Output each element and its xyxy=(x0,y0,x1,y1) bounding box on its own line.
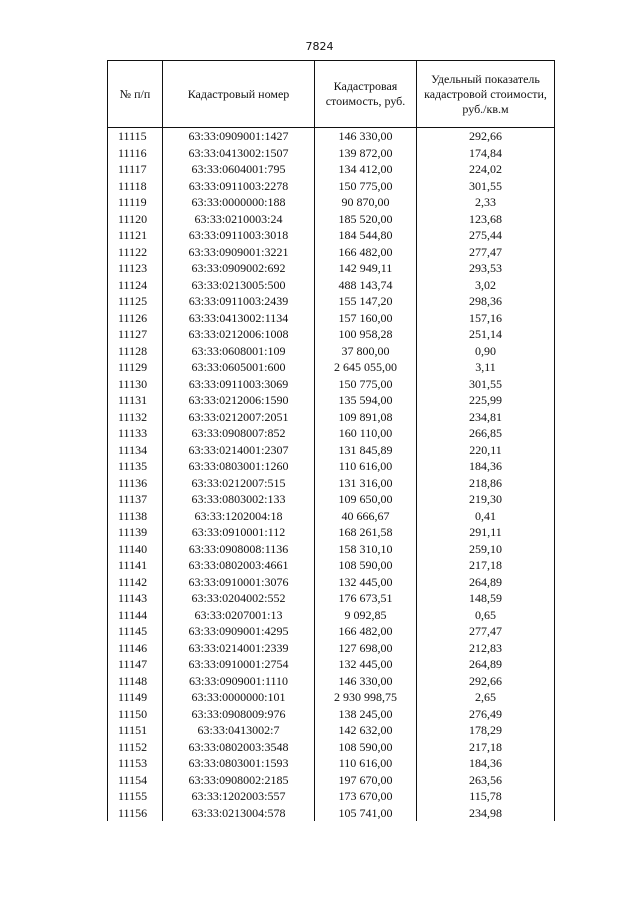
cadastral-value: 105 741,00 xyxy=(315,805,417,822)
row-number: 11117 xyxy=(108,161,163,178)
specific-value: 298,36 xyxy=(417,293,555,310)
table-row xyxy=(108,310,555,327)
table-row xyxy=(108,161,555,178)
cadastral-number: 63:33:0908008:1136 xyxy=(163,541,315,558)
cadastral-value: 146 330,00 xyxy=(315,673,417,690)
cadastral-number: 63:33:0207001:13 xyxy=(163,607,315,624)
cadastral-number: 63:33:0910001:3076 xyxy=(163,574,315,591)
row-number: 11128 xyxy=(108,343,163,360)
table-row xyxy=(108,541,555,558)
cadastral-value: 90 870,00 xyxy=(315,194,417,211)
specific-value: 263,56 xyxy=(417,772,555,789)
cadastral-value: 135 594,00 xyxy=(315,392,417,409)
row-number: 11147 xyxy=(108,656,163,673)
table-row xyxy=(108,755,555,772)
row-number: 11131 xyxy=(108,392,163,409)
table-row xyxy=(108,508,555,525)
cadastral-number: 63:33:0908007:852 xyxy=(163,425,315,442)
table-row xyxy=(108,673,555,690)
table-row xyxy=(108,706,555,723)
cadastral-number: 63:33:0213004:578 xyxy=(163,805,315,822)
row-number: 11154 xyxy=(108,772,163,789)
cadastral-value: 100 958,28 xyxy=(315,326,417,343)
cadastral-number: 63:33:0608001:109 xyxy=(163,343,315,360)
row-number: 11121 xyxy=(108,227,163,244)
table-row xyxy=(108,194,555,211)
row-number: 11134 xyxy=(108,442,163,459)
table-row xyxy=(108,409,555,426)
cadastral-number: 63:33:1202003:557 xyxy=(163,788,315,805)
table-row xyxy=(108,244,555,261)
row-number: 11125 xyxy=(108,293,163,310)
table-row xyxy=(108,557,555,574)
table-row xyxy=(108,689,555,706)
table-row xyxy=(108,458,555,475)
cadastral-value: 185 520,00 xyxy=(315,211,417,228)
cadastral-number: 63:33:0212006:1008 xyxy=(163,326,315,343)
table-row xyxy=(108,475,555,492)
cadastral-number: 63:33:0210003:24 xyxy=(163,211,315,228)
cadastral-number: 63:33:0803001:1593 xyxy=(163,755,315,772)
cadastral-number: 63:33:0204002:552 xyxy=(163,590,315,607)
cadastral-value: 40 666,67 xyxy=(315,508,417,525)
row-number: 11133 xyxy=(108,425,163,442)
cadastral-value: 146 330,00 xyxy=(315,128,417,145)
cadastral-number: 63:33:0909002:692 xyxy=(163,260,315,277)
specific-value: 217,18 xyxy=(417,739,555,756)
table-row xyxy=(108,376,555,393)
specific-value: 234,81 xyxy=(417,409,555,426)
cadastral-number: 63:33:0909001:3221 xyxy=(163,244,315,261)
row-number: 11126 xyxy=(108,310,163,327)
table-row xyxy=(108,722,555,739)
cadastral-value: 166 482,00 xyxy=(315,244,417,261)
specific-value: 292,66 xyxy=(417,128,555,145)
cadastral-number: 63:33:0604001:795 xyxy=(163,161,315,178)
cadastral-value: 9 092,85 xyxy=(315,607,417,624)
row-number: 11146 xyxy=(108,640,163,657)
specific-value: 291,11 xyxy=(417,524,555,541)
cadastral-number: 63:33:1202004:18 xyxy=(163,508,315,525)
cadastral-value: 132 445,00 xyxy=(315,574,417,591)
row-number: 11115 xyxy=(108,128,163,145)
specific-value: 276,49 xyxy=(417,706,555,723)
specific-value: 219,30 xyxy=(417,491,555,508)
specific-value: 0,41 xyxy=(417,508,555,525)
cadastral-number: 63:33:0802003:4661 xyxy=(163,557,315,574)
table-body xyxy=(108,128,555,822)
cadastral-number: 63:33:0910001:112 xyxy=(163,524,315,541)
cadastral-number: 63:33:0605001:600 xyxy=(163,359,315,376)
specific-value: 292,66 xyxy=(417,673,555,690)
table-row xyxy=(108,788,555,805)
table-row xyxy=(108,277,555,294)
cadastral-value: 127 698,00 xyxy=(315,640,417,657)
cadastral-value: 37 800,00 xyxy=(315,343,417,360)
cadastral-value: 110 616,00 xyxy=(315,458,417,475)
table-row xyxy=(108,574,555,591)
specific-value: 184,36 xyxy=(417,458,555,475)
row-number: 11122 xyxy=(108,244,163,261)
header-cadastral-value: Кадастровая стоимость, руб. xyxy=(315,61,417,128)
row-number: 11116 xyxy=(108,145,163,162)
cadastral-value: 139 872,00 xyxy=(315,145,417,162)
table-header xyxy=(108,61,555,128)
cadastral-value: 488 143,74 xyxy=(315,277,417,294)
row-number: 11153 xyxy=(108,755,163,772)
table-row xyxy=(108,590,555,607)
specific-value: 178,29 xyxy=(417,722,555,739)
table-row xyxy=(108,343,555,360)
cadastral-value: 2 645 055,00 xyxy=(315,359,417,376)
specific-value: 3,02 xyxy=(417,277,555,294)
table-row xyxy=(108,392,555,409)
specific-value: 277,47 xyxy=(417,244,555,261)
cadastral-value: 142 632,00 xyxy=(315,722,417,739)
specific-value: 174,84 xyxy=(417,145,555,162)
table-row xyxy=(108,491,555,508)
table-row xyxy=(108,805,555,822)
cadastral-value: 184 544,80 xyxy=(315,227,417,244)
cadastral-number: 63:33:0909001:1110 xyxy=(163,673,315,690)
cadastral-number: 63:33:0214001:2307 xyxy=(163,442,315,459)
specific-value: 266,85 xyxy=(417,425,555,442)
header-cadastral-number: Кадастровый номер xyxy=(163,61,315,128)
cadastral-value: 108 590,00 xyxy=(315,557,417,574)
row-number: 11123 xyxy=(108,260,163,277)
row-number: 11142 xyxy=(108,574,163,591)
row-number: 11124 xyxy=(108,277,163,294)
row-number: 11119 xyxy=(108,194,163,211)
cadastral-value: 142 949,11 xyxy=(315,260,417,277)
row-number: 11135 xyxy=(108,458,163,475)
cadastral-value: 158 310,10 xyxy=(315,541,417,558)
cadastral-value: 138 245,00 xyxy=(315,706,417,723)
table-row xyxy=(108,656,555,673)
cadastral-number: 63:33:0214001:2339 xyxy=(163,640,315,657)
specific-value: 218,86 xyxy=(417,475,555,492)
row-number: 11137 xyxy=(108,491,163,508)
table-row xyxy=(108,326,555,343)
table-row xyxy=(108,442,555,459)
header-row xyxy=(108,61,555,128)
specific-value: 0,65 xyxy=(417,607,555,624)
row-number: 11139 xyxy=(108,524,163,541)
table-row xyxy=(108,640,555,657)
cadastral-number: 63:33:0911003:2278 xyxy=(163,178,315,195)
row-number: 11140 xyxy=(108,541,163,558)
row-number: 11141 xyxy=(108,557,163,574)
specific-value: 251,14 xyxy=(417,326,555,343)
cadastral-number: 63:33:0909001:4295 xyxy=(163,623,315,640)
specific-value: 225,99 xyxy=(417,392,555,409)
specific-value: 0,90 xyxy=(417,343,555,360)
cadastral-value: 131 316,00 xyxy=(315,475,417,492)
cadastral-value: 108 590,00 xyxy=(315,739,417,756)
cadastral-value: 131 845,89 xyxy=(315,442,417,459)
row-number: 11151 xyxy=(108,722,163,739)
page-number: 7824 xyxy=(305,40,334,53)
cadastral-number: 63:33:0213005:500 xyxy=(163,277,315,294)
row-number: 11120 xyxy=(108,211,163,228)
cadastral-value: 150 775,00 xyxy=(315,178,417,195)
table-row xyxy=(108,772,555,789)
specific-value: 220,11 xyxy=(417,442,555,459)
header-num: № п/п xyxy=(108,61,163,128)
table-row xyxy=(108,211,555,228)
cadastral-value: 109 891,08 xyxy=(315,409,417,426)
cadastral-value: 150 775,00 xyxy=(315,376,417,393)
cadastral-table xyxy=(107,60,555,821)
cadastral-number: 63:33:0413002:1507 xyxy=(163,145,315,162)
cadastral-value: 132 445,00 xyxy=(315,656,417,673)
row-number: 11136 xyxy=(108,475,163,492)
cadastral-number: 63:33:0908009:976 xyxy=(163,706,315,723)
table-row xyxy=(108,607,555,624)
specific-value: 2,65 xyxy=(417,689,555,706)
row-number: 11143 xyxy=(108,590,163,607)
cadastral-number: 63:33:0000000:188 xyxy=(163,194,315,211)
specific-value: 115,78 xyxy=(417,788,555,805)
row-number: 11144 xyxy=(108,607,163,624)
table-row xyxy=(108,623,555,640)
table-row xyxy=(108,128,555,145)
cadastral-value: 157 160,00 xyxy=(315,310,417,327)
specific-value: 2,33 xyxy=(417,194,555,211)
table-row xyxy=(108,425,555,442)
specific-value: 157,16 xyxy=(417,310,555,327)
cadastral-value: 176 673,51 xyxy=(315,590,417,607)
cadastral-number: 63:33:0413002:1134 xyxy=(163,310,315,327)
specific-value: 301,55 xyxy=(417,376,555,393)
cadastral-value: 168 261,58 xyxy=(315,524,417,541)
row-number: 11129 xyxy=(108,359,163,376)
specific-value: 3,11 xyxy=(417,359,555,376)
header-specific-value: Удельный показатель кадастровой стоимости, руб./кв.м xyxy=(417,61,555,128)
cadastral-number: 63:33:0908002:2185 xyxy=(163,772,315,789)
cadastral-value: 173 670,00 xyxy=(315,788,417,805)
specific-value: 293,53 xyxy=(417,260,555,277)
cadastral-value: 155 147,20 xyxy=(315,293,417,310)
cadastral-number: 63:33:0911003:3018 xyxy=(163,227,315,244)
table-row xyxy=(108,227,555,244)
specific-value: 212,83 xyxy=(417,640,555,657)
table-row xyxy=(108,524,555,541)
row-number: 11149 xyxy=(108,689,163,706)
table-row xyxy=(108,359,555,376)
cadastral-value: 2 930 998,75 xyxy=(315,689,417,706)
cadastral-number: 63:33:0212006:1590 xyxy=(163,392,315,409)
cadastral-value: 134 412,00 xyxy=(315,161,417,178)
row-number: 11145 xyxy=(108,623,163,640)
row-number: 11132 xyxy=(108,409,163,426)
specific-value: 234,98 xyxy=(417,805,555,822)
specific-value: 264,89 xyxy=(417,656,555,673)
cadastral-number: 63:33:0212007:515 xyxy=(163,475,315,492)
table-row xyxy=(108,145,555,162)
specific-value: 184,36 xyxy=(417,755,555,772)
specific-value: 264,89 xyxy=(417,574,555,591)
row-number: 11155 xyxy=(108,788,163,805)
table-row xyxy=(108,260,555,277)
row-number: 11130 xyxy=(108,376,163,393)
specific-value: 301,55 xyxy=(417,178,555,195)
specific-value: 259,10 xyxy=(417,541,555,558)
row-number: 11127 xyxy=(108,326,163,343)
row-number: 11156 xyxy=(108,805,163,822)
row-number: 11118 xyxy=(108,178,163,195)
row-number: 11138 xyxy=(108,508,163,525)
cadastral-value: 109 650,00 xyxy=(315,491,417,508)
row-number: 11152 xyxy=(108,739,163,756)
specific-value: 123,68 xyxy=(417,211,555,228)
cadastral-number: 63:33:0803001:1260 xyxy=(163,458,315,475)
cadastral-number: 63:33:0413002:7 xyxy=(163,722,315,739)
specific-value: 148,59 xyxy=(417,590,555,607)
cadastral-number: 63:33:0000000:101 xyxy=(163,689,315,706)
cadastral-value: 166 482,00 xyxy=(315,623,417,640)
cadastral-number: 63:33:0911003:2439 xyxy=(163,293,315,310)
row-number: 11150 xyxy=(108,706,163,723)
cadastral-number: 63:33:0212007:2051 xyxy=(163,409,315,426)
row-number: 11148 xyxy=(108,673,163,690)
cadastral-number: 63:33:0803002:133 xyxy=(163,491,315,508)
specific-value: 217,18 xyxy=(417,557,555,574)
table-row xyxy=(108,293,555,310)
specific-value: 277,47 xyxy=(417,623,555,640)
table-row xyxy=(108,178,555,195)
specific-value: 224,02 xyxy=(417,161,555,178)
cadastral-number: 63:33:0910001:2754 xyxy=(163,656,315,673)
table-row xyxy=(108,739,555,756)
cadastral-value: 160 110,00 xyxy=(315,425,417,442)
cadastral-value: 110 616,00 xyxy=(315,755,417,772)
cadastral-number: 63:33:0911003:3069 xyxy=(163,376,315,393)
cadastral-number: 63:33:0802003:3548 xyxy=(163,739,315,756)
cadastral-number: 63:33:0909001:1427 xyxy=(163,128,315,145)
specific-value: 275,44 xyxy=(417,227,555,244)
cadastral-value: 197 670,00 xyxy=(315,772,417,789)
